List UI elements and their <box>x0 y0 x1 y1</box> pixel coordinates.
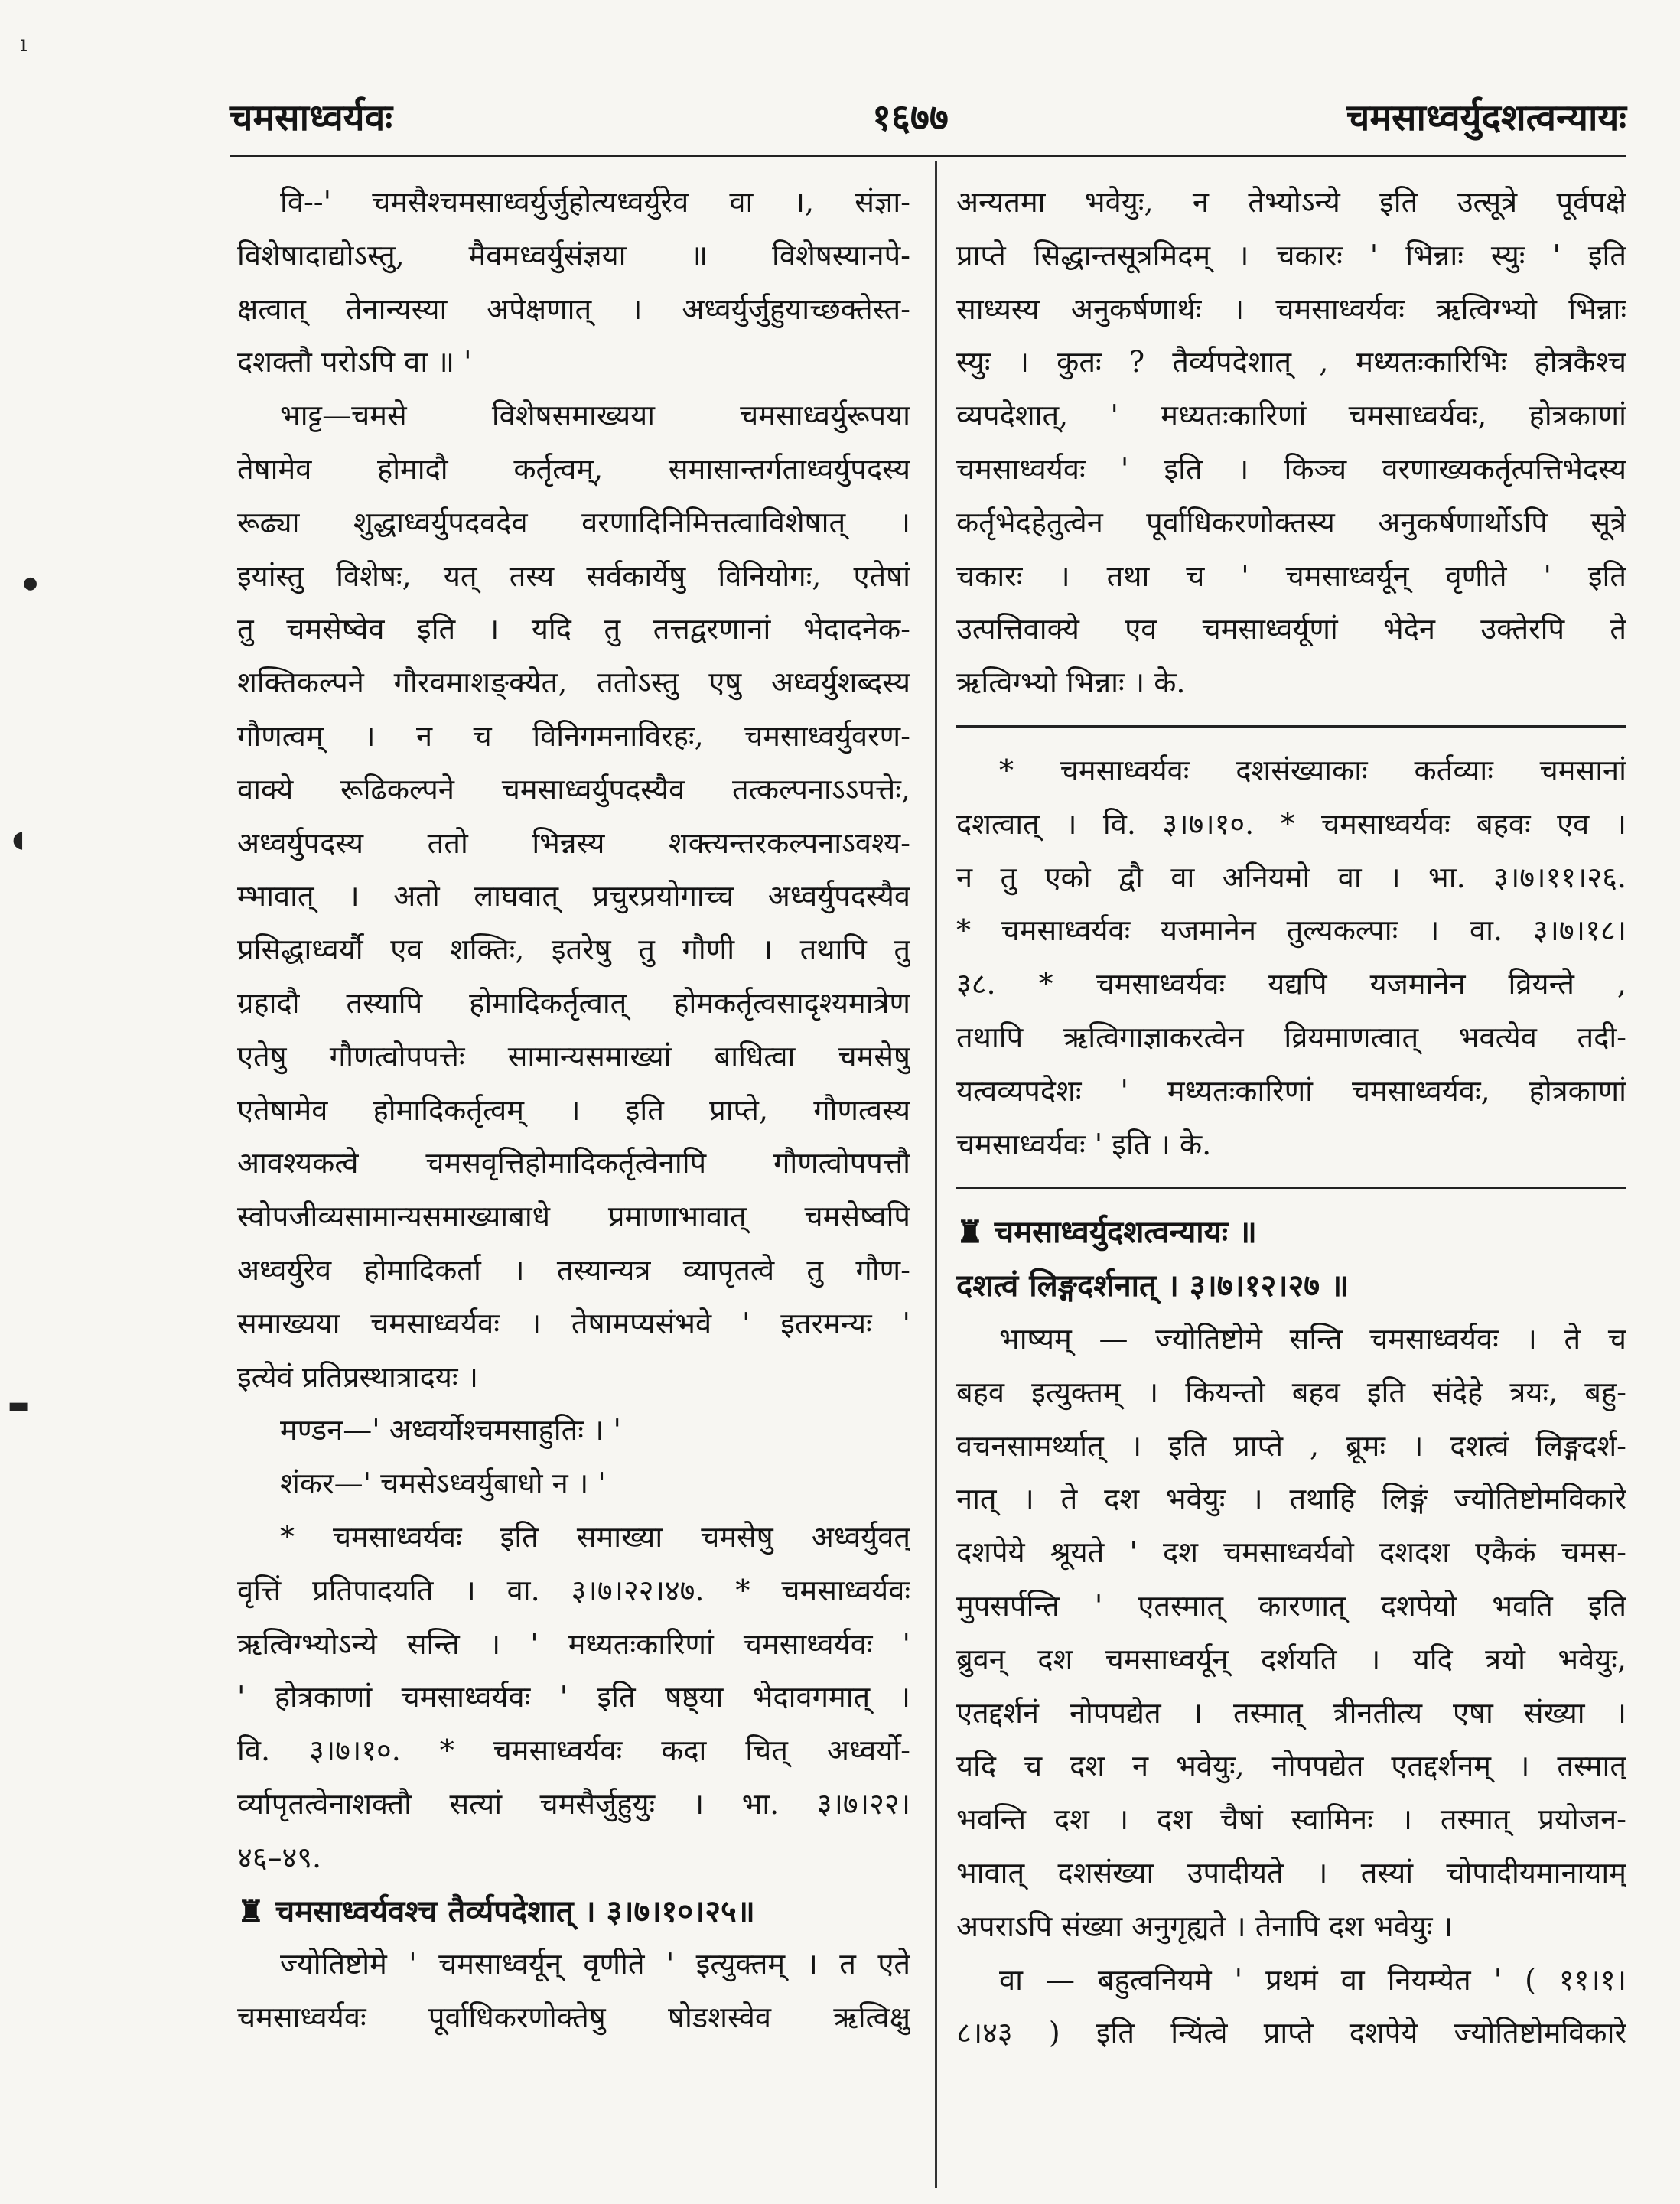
margin-mark: ● <box>23 574 38 593</box>
text-line: तेषामेव होमादौ कर्तृत्वम्, समासान्तर्गताध्वर्युपदस्य <box>237 451 910 486</box>
text-line: तु चमसेष्वेव इति । यदि तु तत्तद्वरणानां भेदादनेक- <box>237 612 910 646</box>
text-line: बहव इत्युक्तम् । कियन्तो बहव इति संदेहे त्रयः, बहु- <box>956 1375 1626 1409</box>
text-line: दशक्तौ परोऽपि वा ॥ ' <box>237 345 472 379</box>
text-line: ३८. * चमसाध्वर्यवः यद्यपि यजमानेन व्रियन्ते , <box>956 967 1626 1001</box>
text-line: अध्वर्युरेव होमादिकर्ता । तस्यान्यत्र व्यापृतत्वे तु गौण- <box>237 1252 910 1287</box>
text-line: शंकर—' चमसेऽध्वर्युबाधो न । ' <box>280 1467 606 1501</box>
text-line: * चमसाध्वर्यवः दशसंख्याकाः कर्तव्याः चमसानां <box>999 753 1626 787</box>
text-line: गौणत्वम् । न च विनिगमनाविरहः, चमसाध्वर्युवरण- <box>237 718 910 753</box>
section-separator <box>956 1187 1626 1189</box>
right-column <box>956 176 1626 2060</box>
header-rule <box>230 155 1626 157</box>
text-line: स्युः । कुतः ? तैर्व्यपदेशात् , मध्यतःकारिभिः होत्रकैश्च <box>956 345 1626 379</box>
text-line: अपराऽपि संख्या अनुगृह्यते । तेनापि दश भवेयुः । <box>956 1909 1454 1943</box>
section-separator <box>956 725 1626 728</box>
right-text-block <box>956 176 1626 710</box>
text-line: ' होत्रकाणां चमसाध्वर्यवः ' इति षष्ठ्या भेदावगमात् । <box>237 1680 910 1714</box>
section-heading: ♜ चमसाध्वर्युदशत्वन्यायः ॥ <box>956 1214 1257 1251</box>
text-line: ज्योतिष्टोमे ' चमसाध्वर्यून् वृणीते ' इत्युक्तम् । त एते <box>280 1947 910 1981</box>
text-line: वाक्ये रूढिकल्पने चमसाध्वर्युपदस्यैव तत्कल्पनाऽऽपत्तेः, <box>237 772 910 806</box>
text-line: प्रसिद्धाध्वर्यौ एव शक्तिः, इतरेषु तु गौणी । तथापि तु <box>237 933 910 967</box>
text-line: एतेषु गौणत्वोपपत्तेः सामान्यसमाख्यां बाधित्वा चमसेषु <box>237 1039 910 1073</box>
text-line: मुपसर्पन्ति ' एतस्मात् कारणात् दशपेयो भवति इति <box>956 1588 1626 1623</box>
text-line: दशत्वात् । वि. ३।७।१०. * चमसाध्वर्यवः बहवः एव । <box>956 806 1626 841</box>
margin-mark: ı <box>20 31 28 57</box>
text-line: * चमसाध्वर्यवः यजमानेन तुल्यकल्पाः । वा. ३।७।१८। <box>956 913 1626 948</box>
text-line: अध्वर्युपदस्य ततो भिन्नस्य शक्त्यन्तरकल्पनाऽवश्य- <box>237 825 910 860</box>
margin-mark: ▬ <box>8 1392 30 1419</box>
text-line: भवन्ति दश । दश चैषां स्वामिनः । तस्मात् प्रयोजन- <box>956 1802 1626 1837</box>
text-line: वचनसामर्थ्यात् । इति प्राप्ते , ब्रूमः । दशत्वं लिङ्गदर्श- <box>956 1428 1626 1463</box>
right-section-text <box>956 1313 1626 2060</box>
text-line: विशेषादाद्योऽस्तु, मैवमध्वर्युसंज्ञया ॥ विशेषस्यानपे- <box>237 238 910 272</box>
text-line: इयांस्तु विशेषः, यत् तस्य सर्वकार्येषु विनियोगः, एतेषां <box>237 558 910 593</box>
text-line: दशपेये श्रूयते ' दश चमसाध्वर्यवो दशदश एकैकं चमस- <box>956 1535 1626 1570</box>
text-line: आवश्यकत्वे चमसवृत्तिहोमादिकर्तृत्वेनापि गौणत्वोपपत्तौ <box>237 1146 910 1180</box>
text-line: एतेषामेव होमादिकर्तृत्वम् । इति प्राप्ते, गौणत्वस्य <box>237 1092 910 1127</box>
text-line: म्भावात् । अतो लाघवात् प्रचुरप्रयोगाच्च अध्वर्युपदस्यैव <box>237 879 910 913</box>
text-line: ऋत्विग्भ्यो भिन्नाः । के. <box>956 666 1186 700</box>
text-line: एतद्दर्शनं नोपपद्येत । तस्मात् त्रीनतीत्य एषा संख्या । <box>956 1695 1626 1730</box>
text-line: इत्येवं प्रतिप्रस्थात्रादयः । <box>237 1359 479 1394</box>
right-notes-block <box>956 744 1626 1171</box>
text-line: भावात् दशसंख्या उपादीयते । तस्यां चोपादीयमानायाम् <box>956 1855 1626 1890</box>
text-line: चमसाध्वर्यवः ' इति । किञ्च वरणाख्यकर्तृत्पत्तिभेदस्य <box>956 451 1626 486</box>
text-line: मण्डन—' अध्वर्योश्चमसाहुतिः । ' <box>280 1413 621 1447</box>
page-number: १६७७ <box>872 96 949 139</box>
text-line: र्व्यापृतत्वेनाशक्तौ सत्यां चमसैर्जुहुयुः । भा. ३।७।२२। <box>237 1786 910 1821</box>
text-line: ब्रुवन् दश चमसाध्वर्यून् दर्शयति । यदि त्रयो भवेयुः, <box>956 1642 1626 1676</box>
running-head-left: चमसाध्वर्यवः <box>230 96 393 139</box>
text-line: वि--' चमसैश्चमसाध्वर्युर्जुहोत्यध्वर्युरेव वा ।, संज्ञा- <box>280 185 910 219</box>
text-line: ८।४३ ) इति न्यिंत्वे प्राप्ते दशपेये ज्योतिष्टोमविकारे <box>956 2016 1626 2050</box>
text-line: कर्तृभेदहेतुत्वेन पूर्वाधिकरणोक्तस्य अनुकर्षणार्थोऽपि सूत्रे <box>956 505 1626 539</box>
page-header <box>0 84 1680 153</box>
text-line: भाट्ट—चमसे विशेषसमाख्यया चमसाध्वर्युरूपया <box>280 399 910 433</box>
text-line: न तु एको द्वौ वा अनियमो वा । भा. ३।७।११।२६. <box>956 860 1626 894</box>
text-line: वि. ३।७।१०. * चमसाध्वर्यवः कदा चित् अध्वर्यो- <box>237 1734 910 1768</box>
running-head-right: चमसाध्वर्युदशत्वन्यायः <box>1346 96 1626 139</box>
text-line: वृत्तिं प्रतिपादयति । वा. ३।७।२२।४७. * चमसाध्वर्यवः <box>237 1573 910 1607</box>
text-line: ४६–४९. <box>237 1840 322 1874</box>
text-line: चमसाध्वर्यवः पूर्वाधिकरणोक्तेषु षोडशस्वेव ऋत्विक्षु <box>237 2001 910 2035</box>
text-line: उत्पत्तिवाक्ये एव चमसाध्वर्यूणां भेदेन उक्तेरपि ते <box>956 612 1626 646</box>
text-line: यत्वव्यपदेशः ' मध्यतःकारिणां चमसाध्वर्यवः, होत्रकाणां <box>956 1073 1626 1108</box>
section-heading: ♜ चमसाध्वर्यवश्च तैर्व्यपदेशात् । ३।७।१०।२५॥ <box>237 1893 755 1929</box>
text-line: ऋत्विग्भ्योऽन्ये सन्ति । ' मध्यतःकारिणां चमसाध्वर्यवः ' <box>237 1626 910 1661</box>
text-line: अन्यतमा भवेयुः, न तेभ्योऽन्ये इति उत्सूत्रे पूर्वपक्षे <box>956 185 1626 219</box>
text-line: भाष्यम् — ज्योतिष्टोमे सन्ति चमसाध्वर्यवः । ते च <box>999 1321 1626 1356</box>
text-line: यदि च दश न भवेयुः, नोपपद्येत एतद्दर्शनम् । तस्मात् <box>956 1749 1626 1783</box>
text-line: ग्रहादौ तस्यापि होमादिकर्तृत्वात् होमकर्तृत्वसादृश्यमात्रेण <box>237 985 910 1020</box>
text-line: स्वोपजीव्यसामान्यसमाख्याबाधे प्रमाणाभावात् चमसेष्वपि <box>237 1200 910 1234</box>
text-line: शक्तिकल्पने गौरवमाशङ्क्येत, ततोऽस्तु एषु अध्वर्युशब्दस्य <box>237 666 910 700</box>
text-line: तथापि ऋत्विगाज्ञाकरत्वेन व्रियमाणत्वात् भवत्येव तदी- <box>956 1020 1626 1054</box>
text-line: साध्यस्य अनुकर्षणार्थः । चमसाध्वर्यवः ऋत्विग्भ्यो भिन्नाः <box>956 291 1626 326</box>
text-line: व्यपदेशात्, ' मध्यतःकारिणां चमसाध्वर्यवः, होत्रकाणां <box>956 399 1626 433</box>
sutra-line: दशत्वं लिङ्गदर्शनात् । ३।७।१२।२७ ॥ <box>956 1268 1349 1304</box>
text-line: चकारः । तथा च ' चमसाध्वर्यून् वृणीते ' इति <box>956 558 1626 593</box>
text-line: नात् । ते दश भवेयुः । तथाहि लिङ्गं ज्योतिष्टोमविकारे <box>956 1482 1626 1516</box>
text-line: क्षत्वात् तेनान्यस्या अपेक्षणात् । अध्वर्युर्जुहुयाच्छक्तेस्त- <box>237 291 910 326</box>
text-line: समाख्यया चमसाध्वर्यवः । तेषामप्यसंभवे ' इतरमन्यः ' <box>237 1306 910 1340</box>
text-line: प्राप्ते सिद्धान्तसूत्रमिदम् । चकारः ' भिन्नाः स्युः ' इति <box>956 238 1626 272</box>
text-line: * चमसाध्वर्यवः इति समाख्या चमसेषु अध्वर्युवत् <box>280 1519 910 1554</box>
margin-mark: ◖ <box>12 826 24 853</box>
left-text-block <box>237 176 910 1885</box>
left-section-text <box>237 1938 910 2045</box>
text-line: चमसाध्वर्यवः ' इति । के. <box>956 1127 1212 1161</box>
column-divider <box>935 161 937 2188</box>
text-line: रूढ्या शुद्धाध्वर्युपदवदेव वरणादिनिमित्तत्वाविशेषात् । <box>237 505 910 539</box>
text-line: वा — बहुत्वनियमे ' प्रथमं वा नियम्येत ' ( ११।१। <box>999 1962 1626 1997</box>
left-column <box>237 176 910 2045</box>
